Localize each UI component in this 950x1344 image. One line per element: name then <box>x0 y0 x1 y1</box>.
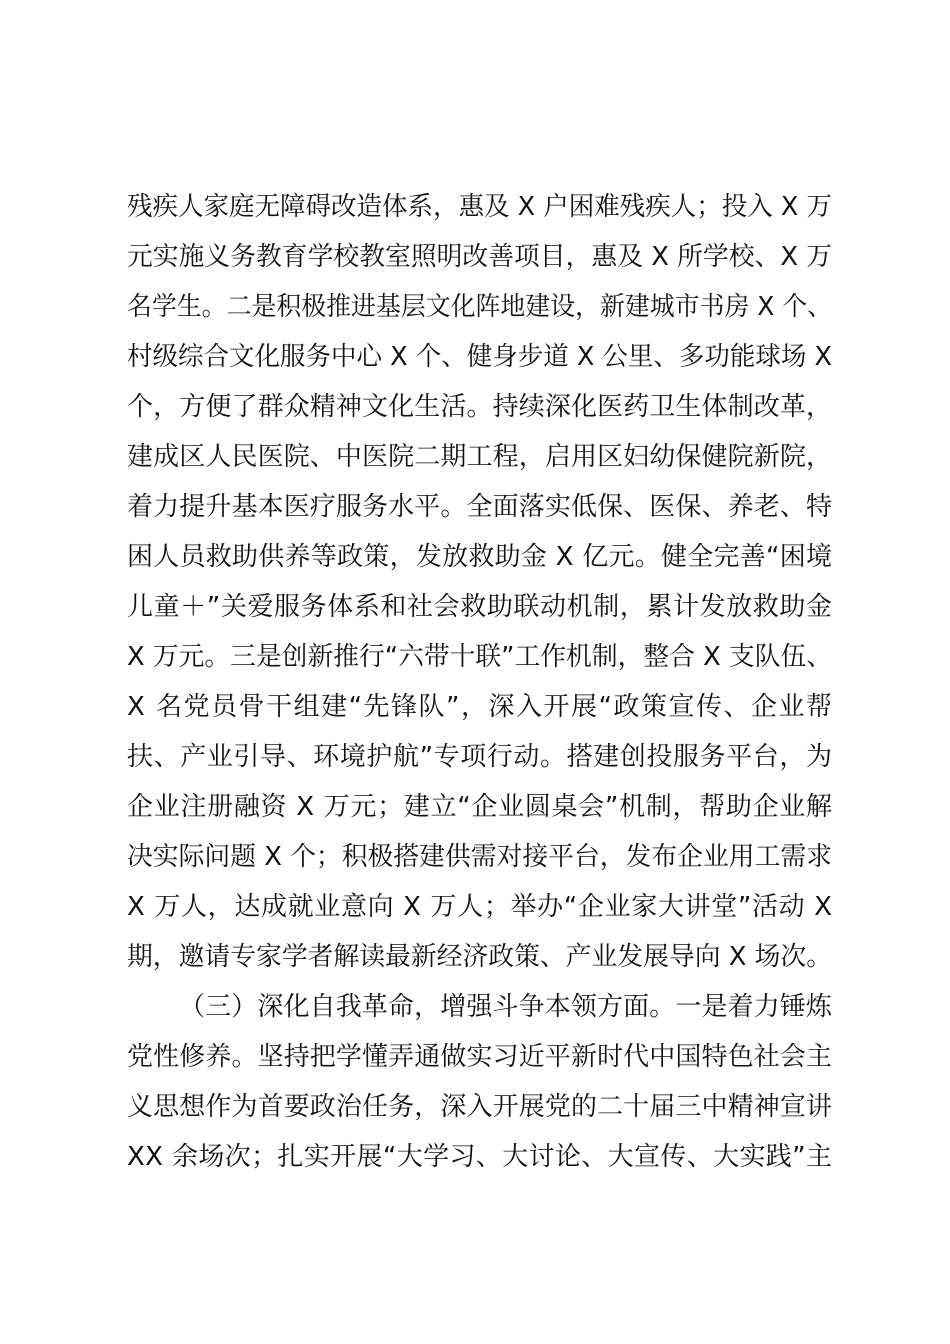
text-line: 企业注册融资 X 万元；建立“企业圆桌会”机制，帮助企业解 <box>127 792 833 822</box>
text-line: 名学生。二是积极推进基层文化阵地建设，新建城市书房 X 个、 <box>127 292 832 322</box>
text-line: X 万人，达成就业意向 X 万人；举办“企业家大讲堂”活动 X <box>127 892 833 922</box>
text-line: 个，方便了群众精神文化生活。持续深化医药卫生体制改革， <box>127 392 833 422</box>
text-line: 元实施义务教育学校教室照明改善项目，惠及 X 所学校、X 万 <box>127 242 832 272</box>
text-line: 扶、产业引导、环境护航”专项行动。搭建创投服务平台，为 <box>127 742 833 772</box>
text-line: 儿童＋”关爱服务体系和社会救助联动机制，累计发放救助金 <box>127 592 833 622</box>
document-body <box>127 182 832 1182</box>
text-line: X 名党员骨干组建“先锋队”，深入开展“政策宣传、企业帮 <box>127 692 834 722</box>
text-line: 期，邀请专家学者解读最新经济政策、产业发展导向 X 场次。 <box>127 942 832 972</box>
text-line: 党性修养。坚持把学懂弄通做实习近平新时代中国特色社会主 <box>127 1042 833 1072</box>
text-line: 义思想作为首要政治任务，深入开展党的二十届三中精神宣讲 <box>127 1092 833 1122</box>
section-heading-line: （三）深化自我革命，增强斗争本领方面。一是着力锤炼 <box>179 992 833 1022</box>
text-line: 困人员救助供养等政策，发放救助金 X 亿元。健全完善“困境 <box>127 542 833 572</box>
text-line: 着力提升基本医疗服务水平。全面落实低保、医保、养老、特 <box>127 492 833 522</box>
text-line: 建成区人民医院、中医院二期工程，启用区妇幼保健院新院， <box>127 442 833 472</box>
text-line: XX 余场次；扎实开展“大学习、大讨论、大宣传、大实践”主 <box>127 1142 833 1172</box>
text-line: 残疾人家庭无障碍改造体系，惠及 X 户困难残疾人；投入 X 万 <box>127 192 832 222</box>
text-line: 村级综合文化服务中心 X 个、健身步道 X 公里、多功能球场 X <box>127 342 832 372</box>
text-line: X 万元。三是创新推行“六带十联”工作机制，整合 X 支队伍、 <box>127 642 832 672</box>
text-line: 决实际问题 X 个；积极搭建供需对接平台，发布企业用工需求 <box>127 842 832 872</box>
